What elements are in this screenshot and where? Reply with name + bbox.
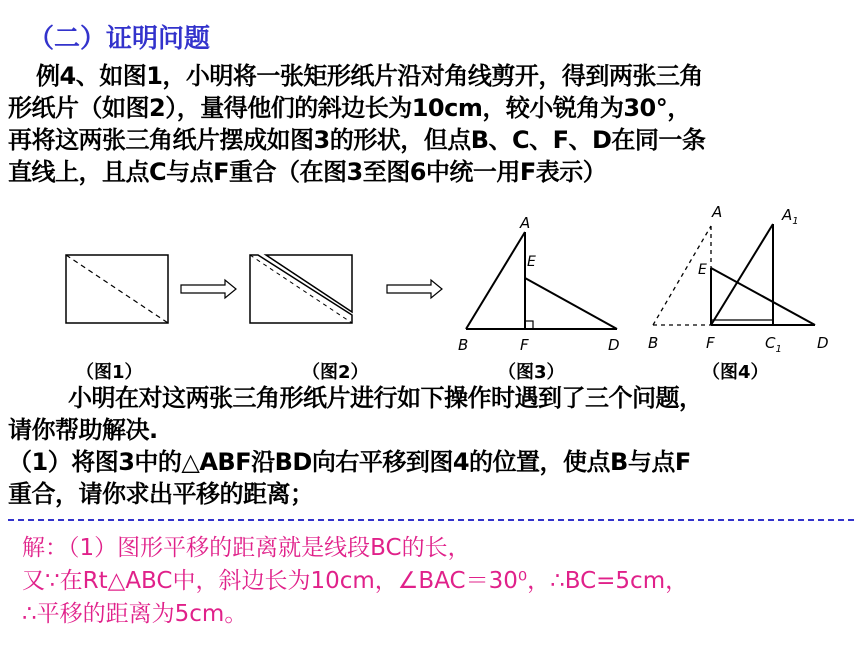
question-block <box>8 382 854 510</box>
fig4-label-A: A <box>712 203 723 221</box>
fig3-label-D: D <box>608 336 620 354</box>
figures-row <box>0 200 860 390</box>
question-line-4: 重合，请你求出平移的距离； <box>8 480 314 508</box>
fig3-line-ED <box>525 278 617 329</box>
fig3-label-B: B <box>458 336 469 354</box>
fig3-label-E: E <box>527 254 536 270</box>
problem-line-4: 直线上，且点C与点F重合（在图3至图6中统一用F表示） <box>8 158 607 186</box>
fig4-label-E: E <box>698 262 707 278</box>
fig3-label-A: A <box>520 214 531 232</box>
fig4-label-D: D <box>817 334 829 352</box>
answer-line-2: 又∵在Rt△ABC中，斜边长为10cm，∠BAC＝30⁰，∴BC=5cm， <box>22 568 689 594</box>
figure-4 <box>648 203 829 355</box>
answer-line-1: 解：（1）图形平移的距离就是线段BC的长， <box>22 535 471 561</box>
fig4-caption: （图4） <box>702 362 769 383</box>
section-title: （二）证明问题 <box>28 24 211 54</box>
question-line-2: 请你帮助解决. <box>8 416 158 444</box>
fig3-line-AB <box>466 232 525 329</box>
problem-line-3: 再将这两张三角纸片摆成如图3的形状，但点B、C、F、D在同一条 <box>8 126 706 154</box>
figure-3 <box>458 214 620 354</box>
figure-1 <box>66 255 168 323</box>
fig4-label-F: F <box>706 334 715 352</box>
answer-block <box>22 532 852 631</box>
problem-line-1: 例4、如图1，小明将一张矩形纸片沿对角线剪开，得到两张三角 <box>36 62 703 90</box>
arrow-1-icon <box>181 280 236 298</box>
fig4-line-ED <box>711 268 815 325</box>
problem-statement <box>8 60 854 188</box>
fig1-diagonal <box>66 255 168 323</box>
fig4-label-B: B <box>648 334 659 352</box>
fig4-line-FA1 <box>711 224 773 325</box>
fig3-right-angle <box>525 321 533 329</box>
fig4-label-C1: $C_1$ <box>765 334 782 355</box>
fig1-caption: （图1） <box>76 362 143 383</box>
question-line-1: 小明在对这两张三角形纸片进行如下操作时遇到了三个问题， <box>68 384 703 412</box>
fig3-caption: （图3） <box>498 362 565 383</box>
answer-line-3: ∴平移的距离为5cm。 <box>22 601 248 627</box>
figure-2 <box>250 255 352 323</box>
fig3-label-F: F <box>520 336 529 354</box>
fig2-caption: （图2） <box>302 362 369 383</box>
arrow-2-icon <box>387 280 442 298</box>
dashed-divider <box>8 519 854 521</box>
fig4-label-A1: $A_1$ <box>782 206 799 227</box>
problem-line-2: 形纸片（如图2），量得他们的斜边长为10cm，较小锐角为30°， <box>8 94 691 122</box>
question-line-3: （1）将图3中的△ABF沿BD向右平移到图4的位置，使点B与点F <box>8 448 691 476</box>
